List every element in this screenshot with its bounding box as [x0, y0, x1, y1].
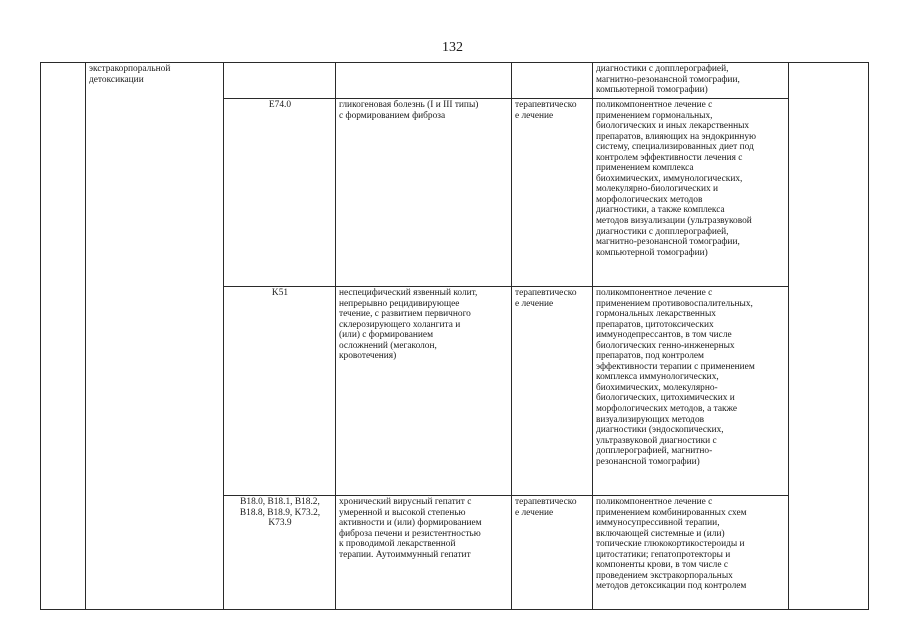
group-name-cell: [86, 63, 224, 610]
treatment-type-cell: [512, 287, 593, 496]
patient-model-text: неспецифический язвенный колит, непрерывно рецидивирующее течение, с развитием первичного склерозирующего холангита и (или) с формированием осложнений (мегаколон, кровотечения): [339, 288, 478, 362]
treatment-type-text: терапевтическо е лечение: [515, 288, 577, 309]
treatment-method-cell: [593, 496, 789, 610]
page-number: 132: [442, 40, 463, 55]
treatment-type-text: терапевтическо е лечение: [515, 100, 577, 121]
patient-model-text: хронический вирусный гепатит с умеренной и высокой степенью активности и (или) формированием фиброза печени и резистентностью к проводимой лекарственной терапии. Аутоиммунный гепатит: [339, 497, 482, 560]
patient-model-cell: [336, 63, 512, 99]
treatment-table: [40, 62, 869, 610]
table-row: [41, 63, 869, 99]
group-name-text: экстракорпоральной детоксикации: [89, 64, 171, 85]
patient-model-cell: [336, 496, 512, 610]
icd-code-text: K51: [271, 288, 289, 298]
cost-cell: [789, 63, 869, 610]
treatment-method-text: диагностики с допплерографией, магнитно-резонансной томографии, компьютерной томографии): [596, 64, 740, 96]
treatment-method-text: поликомпонентное лечение с применением гормональных, биологических и иных лекарственных препаратов, влияющих на эндокринную систему, специализированных диет под контролем эффективности лечения с применением комплекса биохимических, иммунологических, молекулярно-биологических и морфологических методов диагностики, а также комплекса методов визуализации (ультразвуковой диагностики с допплерографией, магнитно-резонансной томографии, компьютерной томографии): [596, 100, 757, 258]
patient-model-cell: [336, 99, 512, 287]
treatment-method-cell: [593, 287, 789, 496]
treatment-method-cell: [593, 63, 789, 99]
icd-code-text: B18.0, B18.1, B18.2, B18.8, B18.9, K73.2, K73.9: [239, 497, 321, 529]
icd-code-cell: [224, 63, 336, 99]
treatment-method-cell: [593, 99, 789, 287]
patient-model-text: гликогеновая болезнь (I и III типы) с формированием фиброза: [339, 100, 479, 121]
icd-code-cell: [224, 287, 336, 496]
row-number-cell: [41, 63, 86, 610]
icd-code-cell: [224, 496, 336, 610]
treatment-type-cell: [512, 63, 593, 99]
treatment-method-text: поликомпонентное лечение с применением противовоспалительных, гормональных лекарственных препаратов, цитотоксических иммунодепрессантов, в том числе биологических генно-инженерных препаратов, под контролем эффективности терапии с применением комплекса иммунологических, биохимических, молекулярно- биологических, цитохимических и морфологических методов, а также визуализирующих методов диагностики (эндоскопических, ультразвуковой диагностики с допплерографией, магнитно- резонансной томографии): [596, 288, 755, 467]
treatment-type-cell: [512, 99, 593, 287]
icd-code-cell: [224, 99, 336, 287]
treatment-type-text: терапевтическо е лечение: [515, 497, 577, 518]
treatment-type-cell: [512, 496, 593, 610]
patient-model-cell: [336, 287, 512, 496]
treatment-method-text: поликомпонентное лечение с применением комбинированных схем иммуносупрессивной терапии, включающей системные и (или) топические глюкокортикостероиды и цитостатики; гепатопротекторы и компоненты крови, в том числе с проведением экстракорпоральных методов детоксикации под контролем: [596, 497, 747, 592]
icd-code-text: E74.0: [268, 100, 292, 110]
